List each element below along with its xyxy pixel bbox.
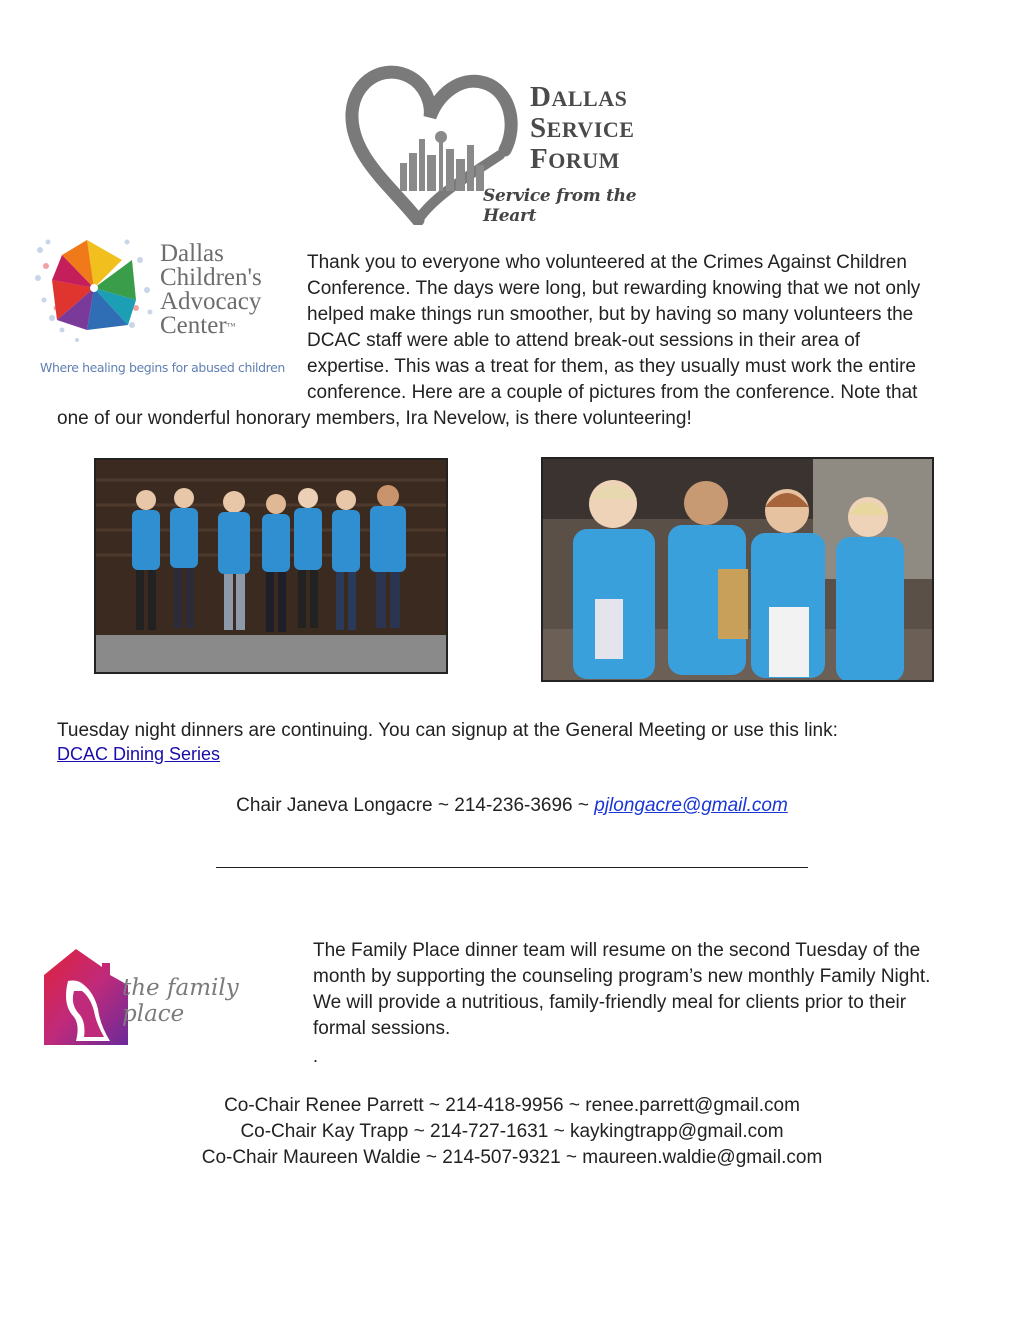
section-divider — [216, 867, 808, 868]
tuesday-dinners-text: Tuesday night dinners are continuing. You can signup at the General Meeting or use this link: — [57, 720, 838, 741]
paragraph-line: conference. Here are a couple of pictures from the conference. Note that — [307, 382, 918, 403]
chair-contact-text: Chair Janeva Longacre ~ 214-236-3696 ~ — [236, 795, 595, 816]
family-place-wordmark: the family place — [122, 975, 239, 1027]
paragraph-line: DCAC staff were able to attend break-out sessions in their area of — [307, 330, 861, 351]
dcac-logo — [32, 230, 294, 380]
paragraph-line: one of our wonderful honorary members, Ira Nevelow, is there volunteering! — [57, 408, 692, 429]
cochair-contact-line: Co-Chair Maureen Waldie ~ 214-507-9321 ~ maureen.waldie@gmail.com — [201, 1147, 823, 1168]
dallas-service-forum-logo — [340, 55, 670, 225]
dcac-dining-series-link[interactable]: DCAC Dining Series — [57, 744, 221, 764]
family-place-paragraph — [313, 938, 973, 1042]
logo-word-dallas: DALLAS — [530, 81, 628, 113]
dcac-tagline: Where healing begins for abused children — [40, 360, 285, 375]
logo-word-service: SERVICE — [530, 112, 635, 144]
dcac-name-line4: Center™ — [160, 312, 236, 339]
logo-tagline: Service from the Heart — [483, 186, 637, 226]
dcac-name-line3: Advocacy — [160, 288, 262, 315]
paragraph-line: helped make things run smoother, but by having so many volunteers the — [307, 304, 914, 325]
dcac-name-line1: Dallas — [160, 240, 224, 267]
paragraph-line: expertise. This was a treat for them, as they usually must work the entire — [307, 356, 916, 377]
logo-word-forum: FORUM — [530, 143, 620, 175]
paragraph-line: We will provide a nutritious, family-friendly meal for clients prior to their — [313, 992, 907, 1013]
paragraph-line: month by supporting the counseling program’s new monthly Family Night. — [313, 966, 931, 987]
volunteers-closeup-photo — [541, 457, 934, 682]
paragraph-line: Conference. The days were long, but rewarding knowing that we not only — [307, 278, 921, 299]
pinwheel-icon — [32, 230, 157, 350]
paragraph-line: The Family Place dinner team will resume on the second Tuesday of the — [313, 940, 921, 961]
house-silhouette-icon — [40, 945, 135, 1049]
paragraph-line: formal sessions. — [313, 1018, 451, 1039]
dcac-name-line2: Children's — [160, 264, 262, 291]
dcac-paragraph — [307, 250, 987, 406]
stray-period: . — [313, 1046, 319, 1066]
volunteer-group-photo — [94, 458, 448, 674]
chair-email-link[interactable]: pjlongacre@gmail.com — [594, 795, 788, 816]
chair-contact-line — [0, 795, 1024, 817]
family-place-logo — [40, 945, 298, 1049]
cochair-contact-line: Co-Chair Renee Parrett ~ 214-418-9956 ~ renee.parrett@gmail.com — [224, 1095, 800, 1116]
paragraph-line: Thank you to everyone who volunteered at the Crimes Against Children — [307, 252, 907, 273]
cochair-contact-line: Co-Chair Kay Trapp ~ 214-727-1631 ~ kaykingtrapp@gmail.com — [240, 1121, 784, 1142]
